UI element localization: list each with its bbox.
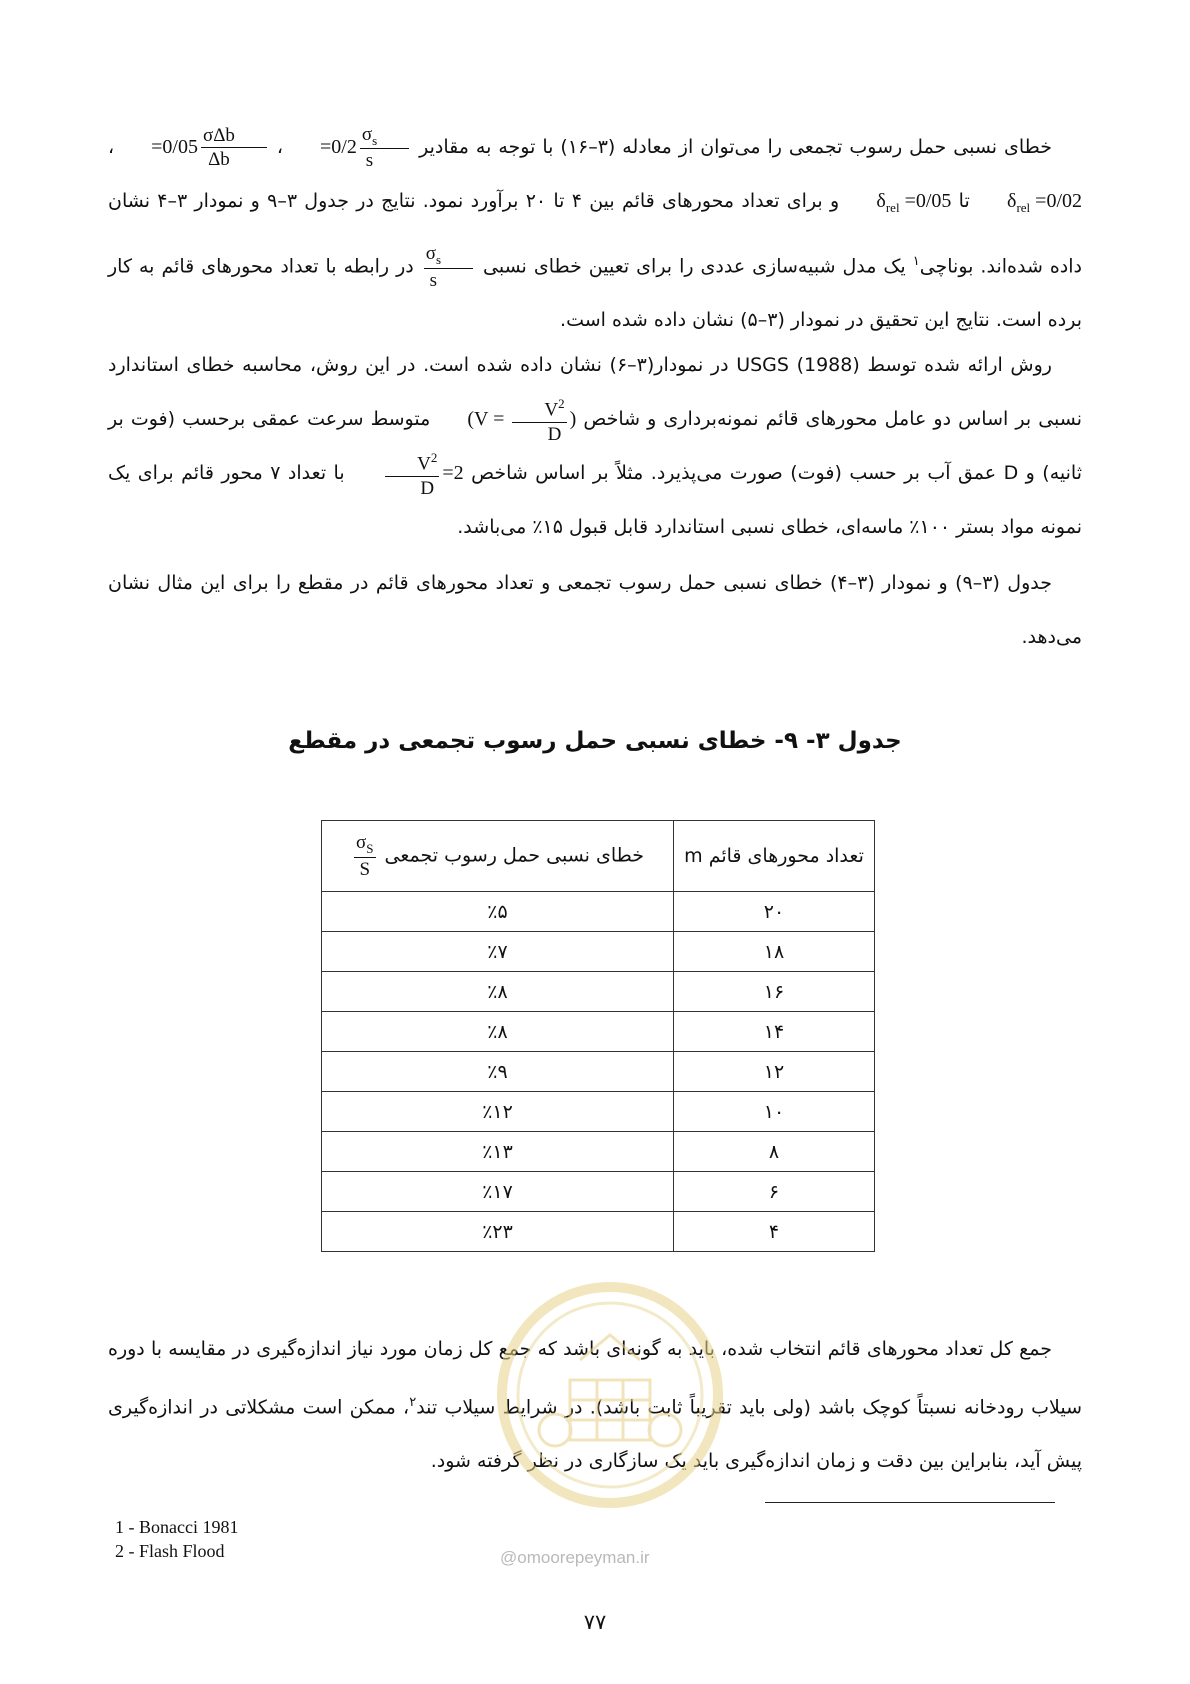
cell-error: ٪۹ — [322, 1052, 674, 1092]
separator: ، — [108, 136, 115, 158]
cell-error: ٪۸ — [322, 1012, 674, 1052]
data-table — [321, 820, 875, 1252]
cell-error: ٪۵ — [322, 892, 674, 932]
paragraph-3 — [108, 556, 1082, 664]
cell-verticals: ۱۰ — [674, 1092, 875, 1132]
header-fraction: $\frac{\sigma_S}{S}$ — [356, 832, 374, 880]
cell-verticals: ۱۸ — [674, 932, 875, 972]
cell-verticals: ۱۶ — [674, 972, 875, 1012]
delta-rel-eq: $\delta_{rel} =0/02$ — [1007, 190, 1083, 215]
p1-to: تا — [958, 190, 970, 212]
sigma-s-value: =0/2 — [320, 136, 357, 158]
p1-text-line3a: یک مدل شبیه‌سازی عددی را برای تعیین خطای نسبی — [483, 255, 913, 278]
p4-text-b: ، ممکن است مشکلاتی در اندازه‌گیری پیش آید، بنابراین بین دقت و زمان اندازه‌گیری باید یک سازگاری در نظر گرفته شود. — [108, 1396, 1082, 1473]
watermark-text: @omoorepeyman.ir — [500, 1548, 650, 1567]
velocity-index-formula: (V = $\frac{V^2}{D}$ ) — [467, 396, 577, 445]
p3-text: جدول (۳–۹) و نمودار (۳–۴) خطای نسبی حمل رسوب تجمعی و تعداد محورهای قائم در مقطع را برای این مثال نشان می‌دهد. — [108, 572, 1082, 648]
p4-text-a: جمع کل تعداد محورهای قائم انتخاب شده، باید به گونه‌ای باشد که جمع کل زمان مورد نیاز اندازه‌گیری در مقایسه با دوره سیلاب رودخانه نسبتاً کوچک باشد (ولی باید تقریباً ثابت باشد). در شرایط سیلاب تند — [108, 1338, 1082, 1419]
table-row — [322, 892, 875, 932]
p1-text-before: خطای نسبی حمل رسوب تجمعی را می‌توان از معادله (۳–۱۶) با توجه به مقادیر — [419, 136, 1053, 158]
delta-rel-eq-2: $\delta_{rel} =0/05$ — [876, 190, 952, 215]
p1-text-line3b: در رابطه با تعداد محورهای قائم به کار برده است. نتایج این تحقیق در نمودار (۳–۵) نشان داده شده است. — [108, 255, 1082, 332]
sigma-s-fraction: $\frac{\sigma_s}{s}$ — [360, 125, 409, 171]
table-caption: جدول ۳- ۹- خطای نسبی حمل رسوب تجمعی در مقطع — [288, 728, 902, 754]
table-row — [322, 1172, 875, 1212]
table-row — [322, 972, 875, 1012]
p2-text-b: متوسط سرعت عمقی برحسب (فوت بر ثانیه) و D عمق آب بر حسب (فوت) صورت می‌پذیرد. مثلاً بر اساس شاخص — [108, 408, 1082, 484]
table-row — [322, 932, 875, 972]
table-row — [322, 1092, 875, 1132]
table-row — [322, 1212, 875, 1252]
paragraph-2 — [108, 338, 1082, 554]
cell-verticals: ۶ — [674, 1172, 875, 1212]
sigma-db-value: =0/05 — [151, 136, 198, 158]
cell-error: ٪۸ — [322, 972, 674, 1012]
footnotes — [115, 1515, 238, 1563]
cell-error: ٪۱۳ — [322, 1132, 674, 1172]
header-error: خطای نسبی حمل رسوب تجمعی $\frac{\sigma_S}{S}$ — [322, 821, 674, 892]
cell-verticals: ۸ — [674, 1132, 875, 1172]
cell-verticals: ۲۰ — [674, 892, 875, 932]
page-number: ۷۷ — [583, 1610, 607, 1634]
table-header-row — [322, 821, 875, 892]
paragraph-1 — [108, 120, 1082, 347]
p2-text-c: با تعداد ۷ محور قائم برای یک نمونه مواد بستر ۱۰۰٪ ماسه‌ای، خطای نسبی استاندارد قابل قبول ۱۵٪ می‌باشد. — [108, 462, 1082, 538]
watermark-seal-logo — [495, 1280, 725, 1510]
cell-verticals: ۱۴ — [674, 1012, 875, 1052]
cell-verticals: ۴ — [674, 1212, 875, 1252]
footnote-2-mark: ۲ — [409, 1395, 417, 1410]
footnote-1-mark: ۱ — [912, 254, 920, 269]
table-row — [322, 1132, 875, 1172]
p1-text-rest: و برای تعداد محورهای قائم بین ۴ تا ۲۰ برآورد نمود. نتایج در جدول ۳–۹ و نمودار ۳–۴ نشان داده شده‌اند. بوناچی — [108, 190, 1083, 278]
sigma-s-fraction-2: $\frac{\sigma_s}{s}$ — [424, 244, 473, 290]
cell-error: ٪۱۲ — [322, 1092, 674, 1132]
footnote-2: 2 - Flash Flood — [115, 1541, 225, 1561]
cell-error: ٪۲۳ — [322, 1212, 674, 1252]
cell-verticals: ۱۲ — [674, 1052, 875, 1092]
header-verticals: تعداد محورهای قائم m — [674, 821, 875, 892]
table-row — [322, 1012, 875, 1052]
footnote-separator — [765, 1502, 1055, 1503]
index-value-formula: $\frac{V^2}{D}$ =2 — [352, 446, 464, 500]
footnote-1: 1 - Bonacci 1981 — [115, 1517, 239, 1537]
cell-error: ٪۱۷ — [322, 1172, 674, 1212]
p2-text-a: روش ارائه شده توسط USGS (1988) در نمودار(۳–۶) نشان داده شده است. در این روش، محاسبه خطای استاندارد نسبی بر اساس دو عامل محورهای قائم نمونه‌برداری و شاخص — [108, 354, 1083, 430]
cell-error: ٪۷ — [322, 932, 674, 972]
table-row — [322, 1052, 875, 1092]
separator: ، — [276, 136, 284, 158]
sigma-db-fraction: $\frac{\text{σΔb}}{\Delta b}$ — [201, 126, 267, 169]
